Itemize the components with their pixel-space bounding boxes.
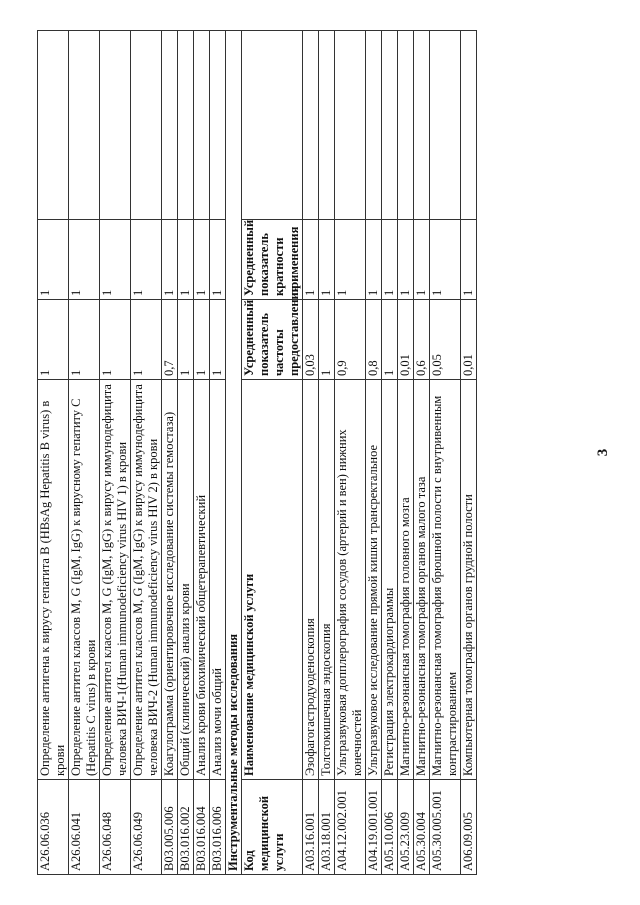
table-row (335, 31, 366, 875)
frequency-value: 0,8 (366, 300, 382, 380)
empty-cell (398, 31, 414, 220)
table-row (194, 31, 210, 875)
empty-cell (430, 31, 461, 220)
service-code: A05.30.005.001 (430, 780, 461, 875)
multiplicity-value: 1 (319, 220, 335, 300)
page-number: 3 (595, 448, 611, 457)
frequency-value: 0,9 (335, 300, 366, 380)
frequency-value: 0,01 (461, 300, 477, 380)
service-name: Анализ крови биохимический общетерапевтический (194, 380, 210, 780)
services-table (37, 30, 477, 875)
frequency-value: 0,03 (303, 300, 319, 380)
multiplicity-value: 1 (430, 220, 461, 300)
table-row (319, 31, 335, 875)
multiplicity-value: 1 (366, 220, 382, 300)
service-code: A05.30.004 (414, 780, 430, 875)
service-name: Регистрация электрокардиограммы (382, 380, 398, 780)
empty-cell (319, 31, 335, 220)
service-code: A26.06.048 (100, 780, 131, 875)
table-row (382, 31, 398, 875)
multiplicity-value: 1 (178, 220, 194, 300)
frequency-value: 1 (194, 300, 210, 380)
service-code: A05.23.009 (398, 780, 414, 875)
header-name: Наименование медицинской услуги (242, 380, 303, 780)
multiplicity-value: 1 (69, 220, 100, 300)
frequency-value: 1 (382, 300, 398, 380)
multiplicity-value: 1 (461, 220, 477, 300)
table-row (100, 31, 131, 875)
frequency-value: 1 (100, 300, 131, 380)
table-row (210, 31, 226, 875)
multiplicity-value: 1 (303, 220, 319, 300)
service-name: Ультразвуковая допплерография сосудов (артерий и вен) нижних конечностей (335, 380, 366, 780)
service-name: Магнитно-резонансная томография головного мозга (398, 380, 414, 780)
multiplicity-value: 1 (382, 220, 398, 300)
service-name: Магнитно-резонансная томография органов малого таза (414, 380, 430, 780)
empty-cell (100, 31, 131, 220)
table-row (430, 31, 461, 875)
service-code: A06.09.005 (461, 780, 477, 875)
empty-cell (303, 31, 319, 220)
frequency-value: 0,05 (430, 300, 461, 380)
empty-cell (335, 31, 366, 220)
multiplicity-value: 1 (131, 220, 162, 300)
service-name: Определение антител классов M, G (IgM, IgG) к вирусному гепатиту C (Hepatitis C virus) в крови (69, 380, 100, 780)
empty-cell (461, 31, 477, 220)
multiplicity-value: 1 (100, 220, 131, 300)
frequency-value: 1 (178, 300, 194, 380)
table-row (461, 31, 477, 875)
table-row (303, 31, 319, 875)
service-code: B03.016.004 (194, 780, 210, 875)
service-name: Компьютерная томография органов грудной полости (461, 380, 477, 780)
table-row (414, 31, 430, 875)
empty-cell (414, 31, 430, 220)
section-title: Инструментальные методы исследования (226, 31, 242, 875)
service-code: A26.06.041 (69, 780, 100, 875)
frequency-value: 0,6 (414, 300, 430, 380)
service-name: Определение антител классов M, G (IgM, IgG) к вирусу иммунодефицита человека ВИЧ-1(Human immunodeficiency virus HIV 1) в крови (100, 380, 131, 780)
empty-cell (366, 31, 382, 220)
service-name: Анализ мочи общий (210, 380, 226, 780)
service-code: A03.18.001 (319, 780, 335, 875)
multiplicity-value: 1 (38, 220, 69, 300)
empty-cell (210, 31, 226, 220)
empty-cell (242, 31, 303, 220)
service-code: A26.06.036 (38, 780, 69, 875)
empty-cell (178, 31, 194, 220)
empty-cell (38, 31, 69, 220)
empty-cell (194, 31, 210, 220)
service-code: B03.005.006 (162, 780, 178, 875)
empty-cell (131, 31, 162, 220)
frequency-value: 1 (38, 300, 69, 380)
service-name: Общий (клинический) анализ крови (178, 380, 194, 780)
multiplicity-value: 1 (210, 220, 226, 300)
service-code: A04.12.002.001 (335, 780, 366, 875)
table-row (162, 31, 178, 875)
service-name: Эзофагогастродуоденоскопия (303, 380, 319, 780)
service-name: Магнитно-резонансная томография брюшной полости с внутривенным контрастированием (430, 380, 461, 780)
service-name: Определение антигена к вирусу гепатита B (HBsAg Hepatitis B virus) в крови (38, 380, 69, 780)
frequency-value: 1 (69, 300, 100, 380)
frequency-value: 1 (319, 300, 335, 380)
service-code: B03.016.006 (210, 780, 226, 875)
frequency-value: 0,7 (162, 300, 178, 380)
table-row (178, 31, 194, 875)
empty-cell (382, 31, 398, 220)
multiplicity-value: 1 (335, 220, 366, 300)
table-row (366, 31, 382, 875)
frequency-value: 0,01 (398, 300, 414, 380)
section-row (226, 31, 242, 875)
service-name: Толстокишечная эндоскопия (319, 380, 335, 780)
table-row (69, 31, 100, 875)
frequency-value: 1 (210, 300, 226, 380)
services-table-body (38, 31, 477, 875)
multiplicity-value: 1 (162, 220, 178, 300)
header-frequency: Усредненный показатель частоты предоставления (242, 300, 303, 380)
table-row (38, 31, 69, 875)
services-table-wrap (37, 30, 477, 875)
empty-cell (69, 31, 100, 220)
service-code: A26.06.049 (131, 780, 162, 875)
multiplicity-value: 1 (398, 220, 414, 300)
empty-cell (162, 31, 178, 220)
service-name: Определение антител классов M, G (IgM, IgG) к вирусу иммунодефицита человека ВИЧ-2 (Human immunodeficiency virus HIV 2) в крови (131, 380, 162, 780)
service-code: A03.16.001 (303, 780, 319, 875)
service-code: A04.19.001.001 (366, 780, 382, 875)
table-row (131, 31, 162, 875)
service-code: A05.10.006 (382, 780, 398, 875)
header-multiplicity: Усредненный показатель кратности применения (242, 220, 303, 300)
service-name: Коагулограмма (ориентировочное исследование системы гемостаза) (162, 380, 178, 780)
header-code: Код медицинской услуги (242, 780, 303, 875)
table-row (398, 31, 414, 875)
service-name: Ультразвуковое исследование прямой кишки трансректальное (366, 380, 382, 780)
multiplicity-value: 1 (414, 220, 430, 300)
frequency-value: 1 (131, 300, 162, 380)
table-header-row (242, 31, 303, 875)
service-code: B03.016.002 (178, 780, 194, 875)
multiplicity-value: 1 (194, 220, 210, 300)
